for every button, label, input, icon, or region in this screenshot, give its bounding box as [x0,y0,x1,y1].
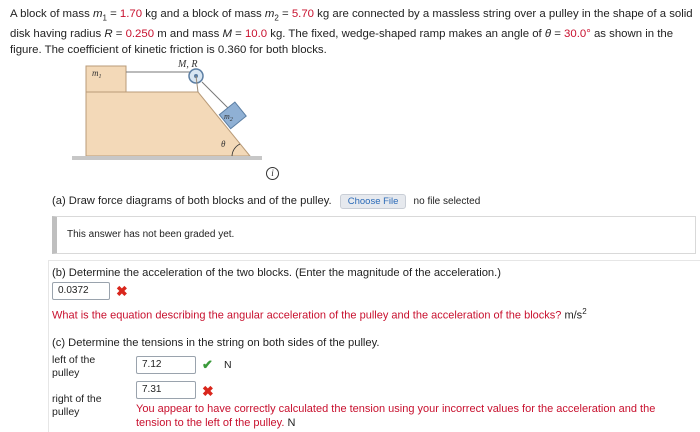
grading-status-text: This answer has not been graded yet. [67,229,235,240]
m2-value: 5.70 [291,8,314,20]
ramp-figure [72,60,262,170]
angle-value: 30.0° [564,28,591,41]
left-tension-input[interactable]: 7.12 [136,356,196,374]
m2-label: $m_2$ [224,112,233,123]
incorrect-icon: ✖ [116,283,128,299]
incorrect-icon-right: ✖ [202,383,214,399]
problem-statement: A block of mass $m_1 = 1.70$ kg and a block of mass $m_2 = 5.70$ kg are connected by a massless string over a pulley in the shape of a solid disk having radius R = 0.250 m and mass M = 10.0 kg. The fixed, wedge-shaped ramp makes an angle of θ = 30.0° as shown in the figure. The coefficient of kinetic friction is 0.360 for both blocks. [10,8,693,57]
part-b-answer-input[interactable]: 0.0372 [52,282,110,300]
theta-label: θ [221,139,226,149]
radius-value: 0.250 [125,28,155,41]
m1-value: 1.70 [119,8,143,20]
grading-status-box [52,216,696,254]
pulley-label: M, R [178,60,198,70]
left-pulley-label: left of the pulley [52,354,96,379]
right-tension-input[interactable]: 7.31 [136,381,196,399]
part-b-feedback: What is the equation describing the angular acceleration of the pulley and the acceleration of the blocks? $m/s^2$ [52,307,587,322]
part-a-row [52,194,480,209]
part-a-question: (a) Draw force diagrams of both blocks and of the pulley. [52,195,332,207]
right-tension-feedback: You appear to have correctly calculated the tension using your incorrect values for the acceleration and the tension to the left of the pulley. N [136,403,656,429]
m1-label: $m_1$ [92,68,102,80]
no-file-text: no file selected [413,196,481,207]
info-icon[interactable]: i [266,167,279,180]
choose-file-button[interactable]: Choose File [340,194,407,209]
pulley-mass-value: 10.0 [244,28,268,41]
part-c-question: (c) Determine the tensions in the string on both sides of the pulley. [52,337,380,349]
left-tension-unit: N [224,359,232,371]
part-b-question: (b) Determine the acceleration of the two blocks. (Enter the magnitude of the acceleration.) [52,267,501,279]
ground [72,156,262,160]
right-pulley-label: right of the pulley [52,393,102,418]
correct-check-icon: ✔ [202,357,213,372]
